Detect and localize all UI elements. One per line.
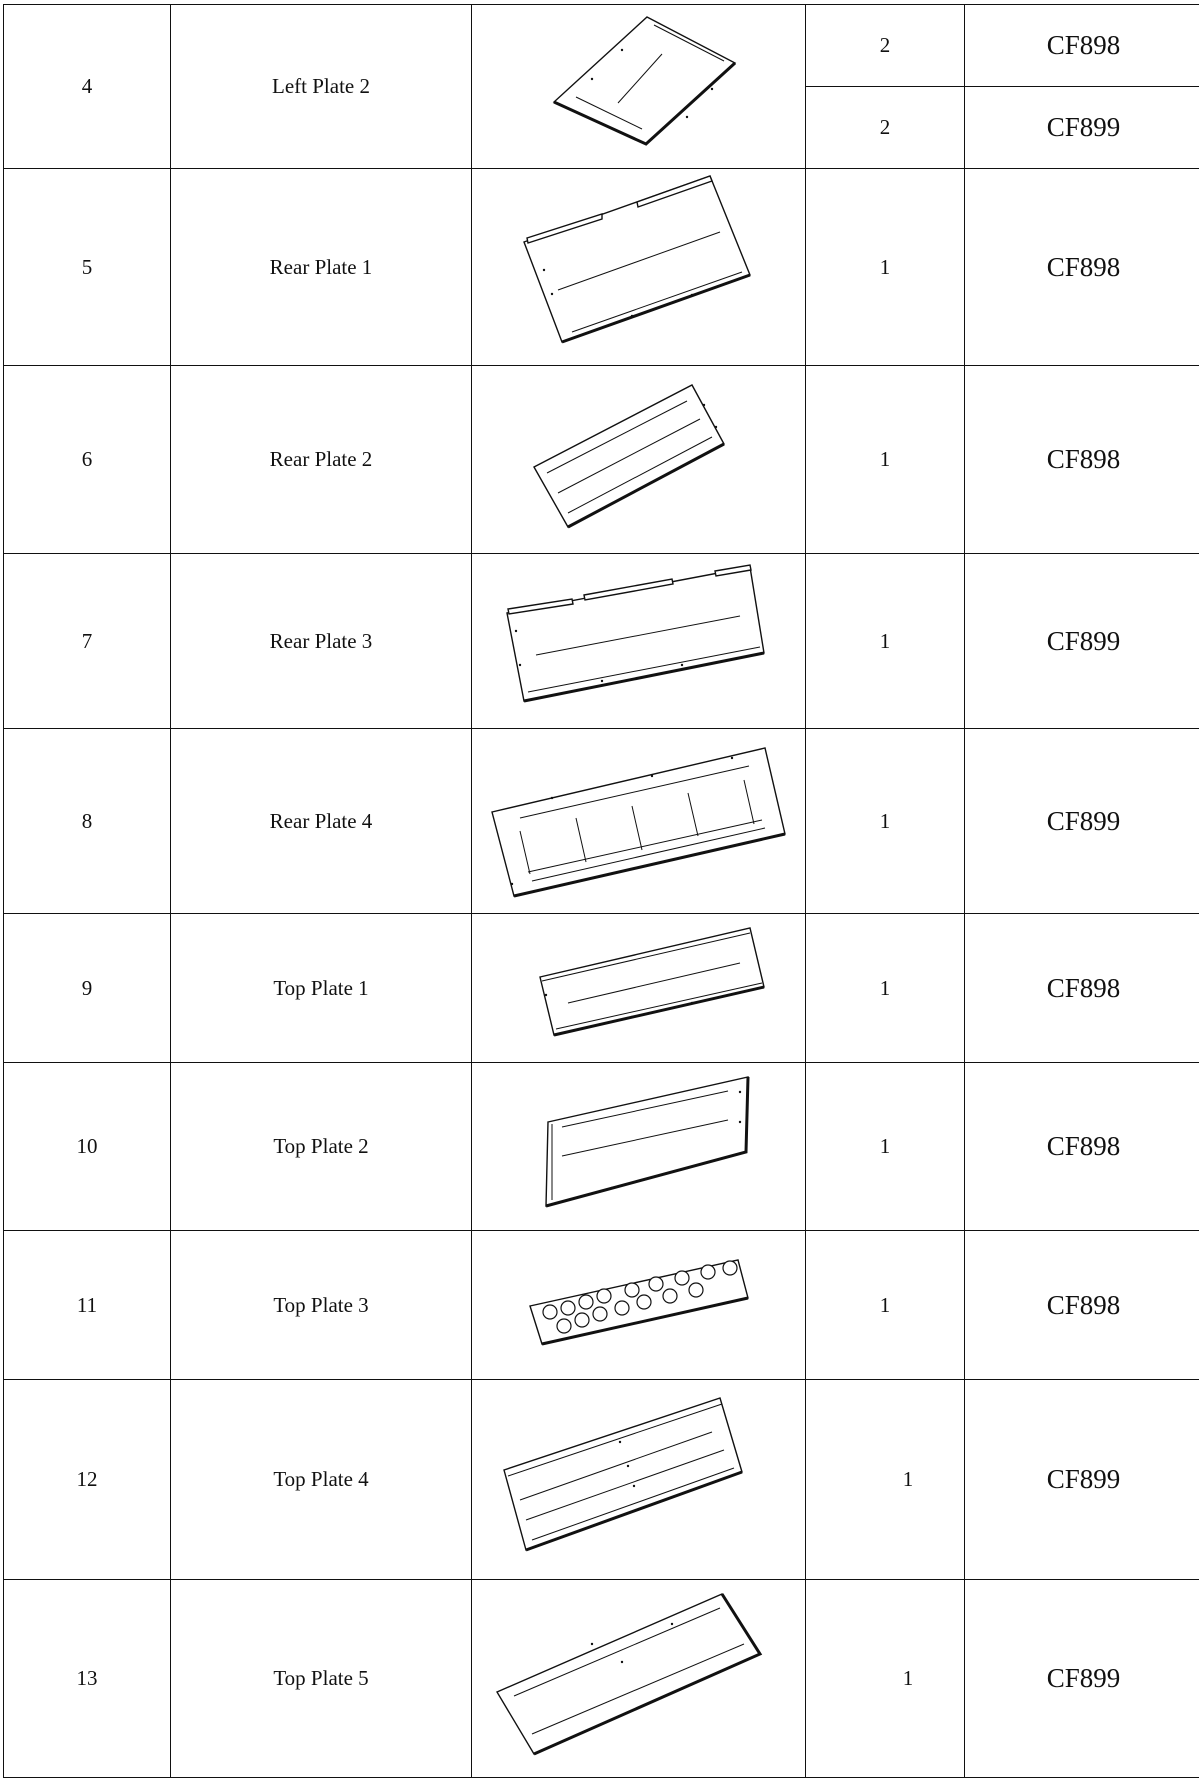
part-number: 13: [4, 1580, 171, 1778]
rear-plate-2-drawing: [472, 375, 805, 545]
quantity: 1: [806, 729, 965, 914]
part-drawing: [472, 729, 806, 914]
table-row: [4, 1063, 1199, 1231]
top-plate-1-drawing: [472, 923, 805, 1053]
model: CF899: [965, 1380, 1199, 1580]
quantity-value: 1: [902, 1666, 914, 1690]
quantity: 1: [806, 554, 965, 729]
top-plate-2-drawing: [472, 1072, 805, 1222]
model: CF898: [965, 169, 1199, 366]
quantity: [806, 1580, 965, 1778]
part-drawing: [472, 366, 806, 554]
part-name: Top Plate 4: [171, 1380, 472, 1580]
left-plate-2-drawing: [472, 7, 805, 167]
part-name: Top Plate 1: [171, 914, 472, 1063]
part-drawing: [472, 5, 806, 169]
model: CF898: [965, 366, 1199, 554]
part-drawing: [472, 1580, 806, 1778]
top-plate-5-drawing: [472, 1584, 805, 1774]
quantity: 1: [806, 914, 965, 1063]
quantity: 1: [806, 1231, 965, 1380]
part-name: Rear Plate 2: [171, 366, 472, 554]
model: CF898: [965, 914, 1199, 1063]
rear-plate-4-drawing: [472, 736, 805, 906]
part-number: 10: [4, 1063, 171, 1231]
table-row: [4, 554, 1199, 729]
model: CF898: [965, 1231, 1199, 1380]
part-name: Top Plate 5: [171, 1580, 472, 1778]
part-drawing: [472, 1231, 806, 1380]
part-name: Top Plate 2: [171, 1063, 472, 1231]
part-drawing: [472, 554, 806, 729]
part-number: 11: [4, 1231, 171, 1380]
part-drawing: [472, 914, 806, 1063]
part-number: 12: [4, 1380, 171, 1580]
top-plate-3-drawing: [472, 1250, 805, 1360]
quantity: 2: [806, 87, 965, 169]
quantity: 1: [806, 366, 965, 554]
part-number: 5: [4, 169, 171, 366]
part-drawing: [472, 1063, 806, 1231]
quantity-value: 1: [902, 1467, 914, 1491]
top-plate-4-drawing: [472, 1390, 805, 1570]
model: CF899: [965, 554, 1199, 729]
part-name: Left Plate 2: [171, 5, 472, 169]
quantity: 1: [806, 169, 965, 366]
part-number: 9: [4, 914, 171, 1063]
table-row: [4, 914, 1199, 1063]
part-number: 8: [4, 729, 171, 914]
model: CF898: [965, 1063, 1199, 1231]
table-row: [4, 169, 1199, 366]
part-name: Rear Plate 3: [171, 554, 472, 729]
quantity: 2: [806, 5, 965, 87]
part-drawing: [472, 1380, 806, 1580]
rear-plate-3-drawing: [472, 561, 805, 721]
model: CF899: [965, 1580, 1199, 1778]
part-name: Top Plate 3: [171, 1231, 472, 1380]
model: CF899: [965, 729, 1199, 914]
table-row: [4, 1231, 1199, 1380]
parts-table: [3, 4, 1199, 1778]
table-row: [4, 729, 1199, 914]
table-row: [4, 366, 1199, 554]
rear-plate-1-drawing: [472, 172, 805, 362]
part-name: Rear Plate 4: [171, 729, 472, 914]
quantity: 1: [806, 1063, 965, 1231]
part-drawing: [472, 169, 806, 366]
model: CF899: [965, 87, 1199, 169]
table-row: [4, 1580, 1199, 1778]
part-number: 6: [4, 366, 171, 554]
model: CF898: [965, 5, 1199, 87]
table-row: [4, 1380, 1199, 1580]
part-number: 4: [4, 5, 171, 169]
part-name: Rear Plate 1: [171, 169, 472, 366]
table-row: [4, 5, 1199, 87]
part-number: 7: [4, 554, 171, 729]
quantity: [806, 1380, 965, 1580]
